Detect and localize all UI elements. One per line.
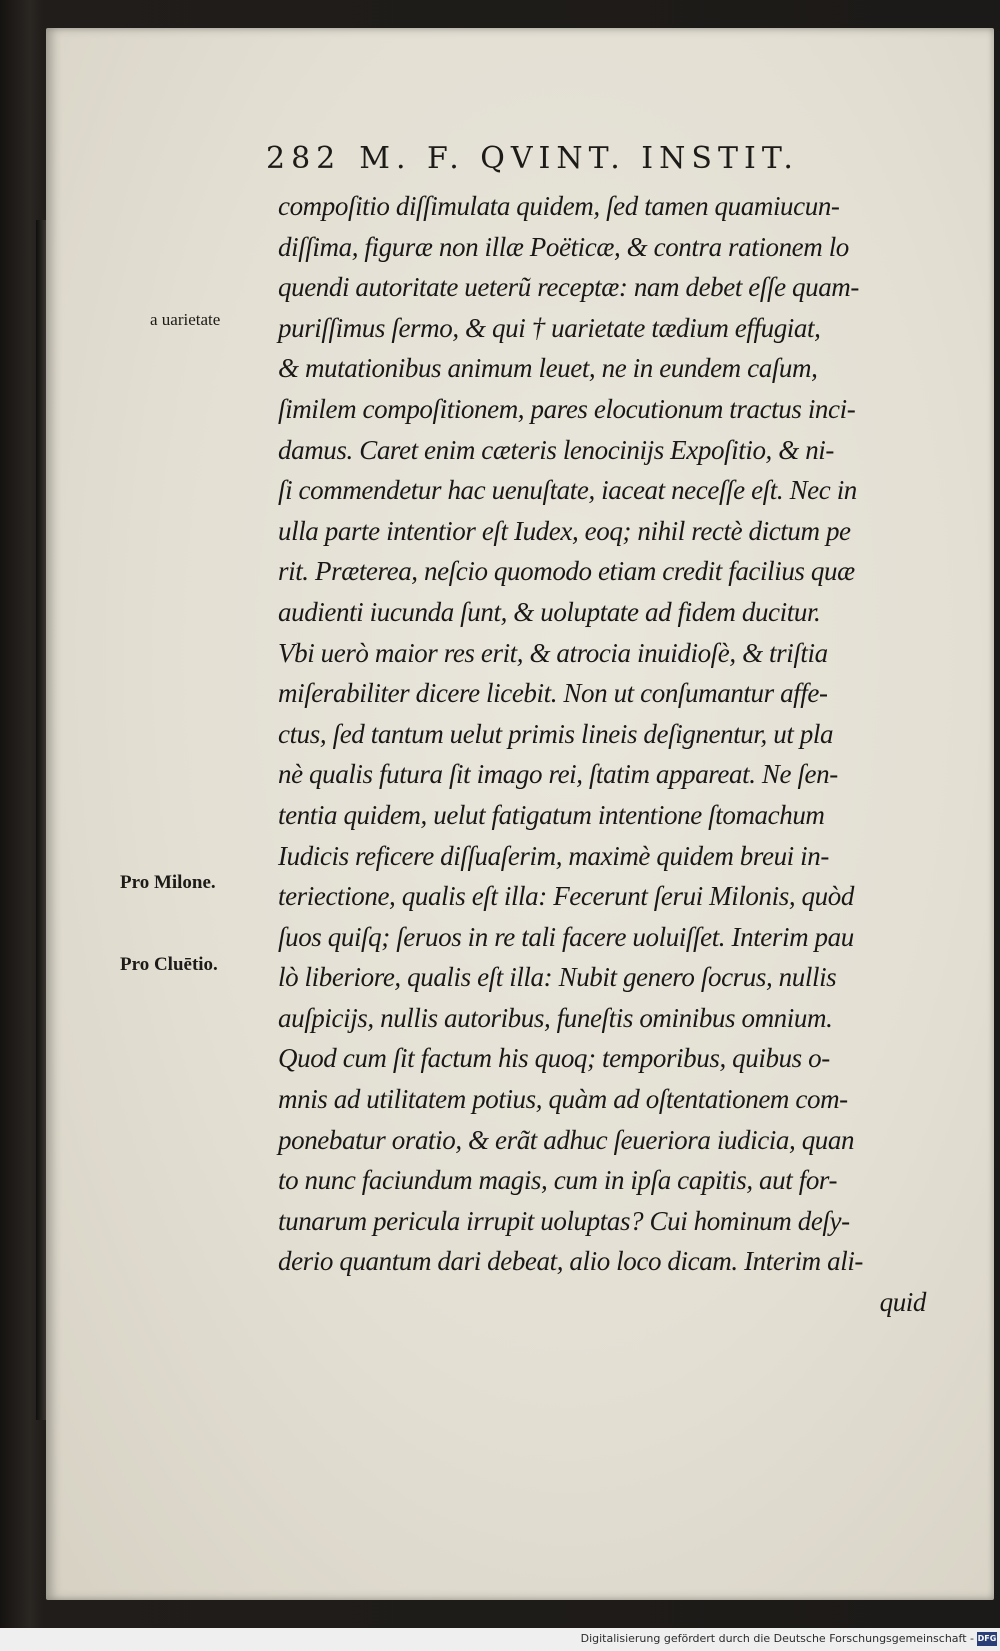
text-line: to nunc faciundum magis, cum in ipſa capitis, aut for- bbox=[278, 1165, 838, 1196]
text-line: audienti iucunda ſunt, & uoluptate ad fidem ducitur. bbox=[278, 596, 821, 627]
text-line: diſſima, figuræ non illæ Poëticæ, & contra rationem lo bbox=[278, 231, 849, 262]
text-line: ſuos quiſq; ſeruos in re tali facere uoluiſſet. Interim pau bbox=[278, 921, 854, 952]
text-line: mnis ad utilitatem potius, quàm ad oſtentationem com- bbox=[278, 1084, 848, 1115]
page-number: 282 bbox=[266, 141, 342, 176]
text-line: lò liberiore, qualis eſt illa: Nubit genero ſocrus, nullis bbox=[278, 962, 837, 993]
text-line: derio quantum dari debeat, alio loco dicam. Interim ali- bbox=[278, 1246, 864, 1277]
text-line: tunarum pericula irrupit uoluptas? Cui hominum deſy- bbox=[278, 1205, 850, 1236]
text-line: teriectione, qualis eſt illa: Fecerunt ſerui Milonis, quòd bbox=[278, 881, 854, 912]
catchword: quid bbox=[879, 1287, 926, 1318]
text-line: quendi autoritate ueterũ receptæ: nam debet eſſe quam- bbox=[278, 272, 859, 303]
text-line: damus. Caret enim cæteris lenocinijs Expoſitio, & ni- bbox=[278, 434, 834, 465]
text-line: ulla parte intentior eſt Iudex, eoq; nihil rectè dictum pe bbox=[278, 515, 851, 546]
funding-credit: Digitalisierung gefördert durch die Deutsche Forschungsgemeinschaft - bbox=[580, 1632, 974, 1645]
text-line: compoſitio diſſimulata quidem, ſed tamen quamiucun- bbox=[278, 191, 840, 221]
margin-note-pro-milone: Pro Milone. bbox=[120, 872, 216, 893]
running-header bbox=[266, 138, 896, 180]
running-title: M. F. QVINT. INSTIT. bbox=[359, 141, 799, 176]
binding-edge bbox=[36, 220, 46, 1420]
margin-note-pro-cluentio: Pro Cluētio. bbox=[120, 954, 218, 975]
margin-note-uarietate: a uarietate bbox=[150, 310, 221, 329]
text-line: auſpicijs, nullis autoribus, funeſtis ominibus omnium. bbox=[278, 1002, 833, 1033]
text-line: Quod cum ſit factum his quoq; temporibus, quibus o- bbox=[278, 1043, 830, 1074]
text-line: ſimilem compoſitionem, pares elocutionum tractus inci- bbox=[278, 393, 856, 424]
text-line: ponebatur oratio, & erãt adhuc ſeueriora iudicia, quan bbox=[278, 1124, 855, 1155]
text-line: puriſſimus ſermo, & qui † uarietate tædium effugiat, bbox=[278, 312, 821, 343]
text-line: ſi commendetur hac uenuſtate, iaceat neceſſe eſt. Nec in bbox=[278, 475, 857, 506]
body-text bbox=[278, 186, 930, 1323]
text-line: tentia quidem, uelut fatigatum intentione ſtomachum bbox=[278, 799, 825, 830]
footer-bar bbox=[0, 1628, 1000, 1651]
text-line: nè qualis futura ſit imago rei, ſtatim appareat. Ne ſen- bbox=[278, 759, 838, 790]
text-line: rit. Præterea, neſcio quomodo etiam credit facilius quæ bbox=[278, 556, 855, 587]
text-line: Vbi uerò maior res erit, & atrocia inuidioſè, & triſtia bbox=[278, 637, 828, 668]
text-line: ctus, ſed tantum uelut primis lineis deſignentur, ut pla bbox=[278, 718, 834, 749]
text-line: miſerabiliter dicere licebit. Non ut conſumantur affe- bbox=[278, 678, 828, 709]
text-line: & mutationibus animum leuet, ne in eundem caſum, bbox=[278, 353, 818, 384]
text-line: Iudicis reficere diſſuaſerim, maximè quidem breui in- bbox=[278, 840, 829, 871]
dfg-logo-icon: DFG bbox=[977, 1632, 997, 1646]
